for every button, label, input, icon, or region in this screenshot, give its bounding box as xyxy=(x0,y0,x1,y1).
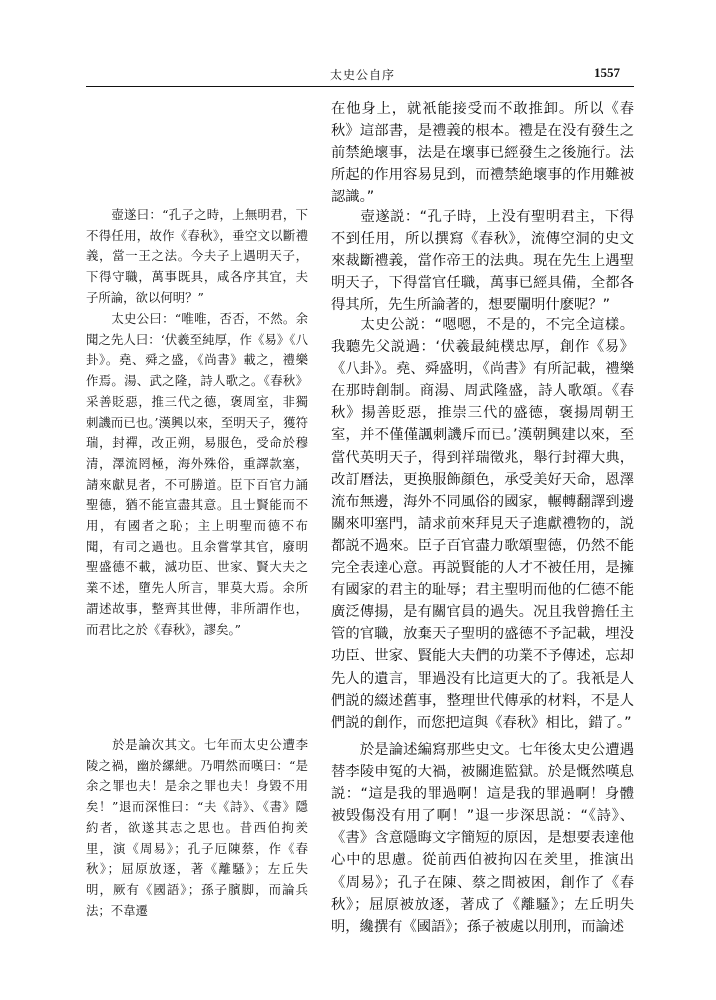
original-text-column xyxy=(86,0,308,1000)
translation-paragraph-huzui: 壺遂説：“孔子時，上没有聖明君主，下得不到任用，所以撰寫《春秋》，流傳空洞的史文來裁斷禮義，當作帝王的法典。現在先生上遇聖明天子，下得當官任職，萬事已經具備，全都各得其所，先生所論著的，想要闡明什麽呢？” xyxy=(331,209,634,314)
original-paragraph-huzui: 壺遂曰：“孔子之時，上無明君，下不得任用，故作《春秋》，垂空文以斷禮義，當一王之法。今夫子上遇明天子，下得守職，萬事既具，咸各序其宜，夫子所論，欲以何明？” xyxy=(86,207,308,305)
running-title: 太史公自序 xyxy=(330,68,396,82)
original-paragraph-taishigong-reply: 太史公曰：“唯唯，否否，不然。余聞之先人曰：‘伏羲至純厚，作《易》《八卦》。堯、舜之盛，《尚書》載之，禮樂作焉。湯、武之隆，詩人歌之。《春秋》采善貶惡，推三代之德，褒周室，非獨刺譏而已也。’漢興以來，至明天子，獲符瑞，封禪，改正朔，易服色，受命於穆清，澤流罔極，海外殊俗，重譯款塞，請來獻見者，不可勝道。臣下百官力誦聖德，猶不能宣盡其意。且士賢能而不用，有國者之恥；主上明聖而德不布聞，有司之過也。且余嘗掌其官，廢明聖盛德不載，滅功臣、世家、賢大夫之業不述，墮先人所言，罪莫大焉。余所謂述故事，整齊其世傳，非所謂作也，而君比之於《春秋》，謬矣。” xyxy=(86,311,308,637)
translation-paragraph-li-ling: 於是論述編寫那些史文。七年後太史公遭遇替李陵申冤的大禍，被關進監獄。於是慨然嘆息説：“這是我的罪過啊！這是我的罪過啊！身體被毁傷没有用了啊！”退一步深思説：“《詩》、《書》含意隱晦文字簡短的原因，是想要表達他心中的思慮。從前西伯被拘囚在羑里，推演出《周易》；孔子在陳、蔡之間被困，創作了《春秋》；屈原被放逐，著成了《離騷》；左丘明失明，纔撰有《國語》；孫子被處以刖刑，而論述 xyxy=(331,742,634,935)
translation-paragraph-continuation: 在他身上，就衹能接受而不敢推卸。所以《春秋》這部書，是禮義的根本。禮是在没有發生之前禁絶壞事，法是在壞事已經發生之後施行。法所起的作用容易見到，而禮禁絶壞事的作用難被認識。” xyxy=(331,101,634,206)
translation-paragraph-taishigong-reply: 太史公説：“嗯嗯，不是的，不完全這樣。我聽先父説過：‘伏羲最純樸忠厚，創作《易》《八卦》。堯、舜盛明，《尚書》有所記載，禮樂在那時創制。商湯、周武隆盛，詩人歌頌。《春秋》揚善貶惡，推崇三代的盛德，褒揚周朝王室，并不僅僅諷刺譏斥而已。’漢朝興建以來，至當代英明天子，得到祥瑞徵兆，舉行封禪大典，改訂曆法，更换服飾顔色，承受美好天命，恩澤流布無邊，海外不同風俗的國家，輾轉翻譯到邊關來叩塞門，請求前來拜見天子進獻禮物的，説都説不過來。臣子百官盡力歌頌聖德，仍然不能完全表達心意。再説賢能的人才不被任用，是擁有國家的君主的耻辱；君主聖明而他的仁德不能廣泛傳揚，是有關官員的過失。况且我曾擔任主管的官職，放棄天子聖明的盛德不予記載，埋没功臣、世家、賢能大夫們的功業不予傳述，忘却先人的遺言，罪過没有比這更大的了。我衹是人們説的綴述舊事，整理世代傳承的材料，不是人們説的創作，而您把這與《春秋》相比，錯了。” xyxy=(331,317,634,731)
original-paragraph-li-ling: 於是論次其文。七年而太史公遭李陵之禍，幽於縲紲。乃喟然而嘆曰：“是余之罪也夫！是余之罪也夫！身毀不用矣！”退而深惟曰：“夫《詩》、《書》隱約者，欲遂其志之思也。昔西伯拘羑里，演《周易》；孔子厄陳蔡，作《春秋》；屈原放逐，著《離騷》；左丘失明，厥有《國語》；孫子臏脚，而論兵法；不韋遷 xyxy=(86,737,308,918)
translation-column xyxy=(331,0,634,1000)
page-number: 1557 xyxy=(594,65,620,80)
